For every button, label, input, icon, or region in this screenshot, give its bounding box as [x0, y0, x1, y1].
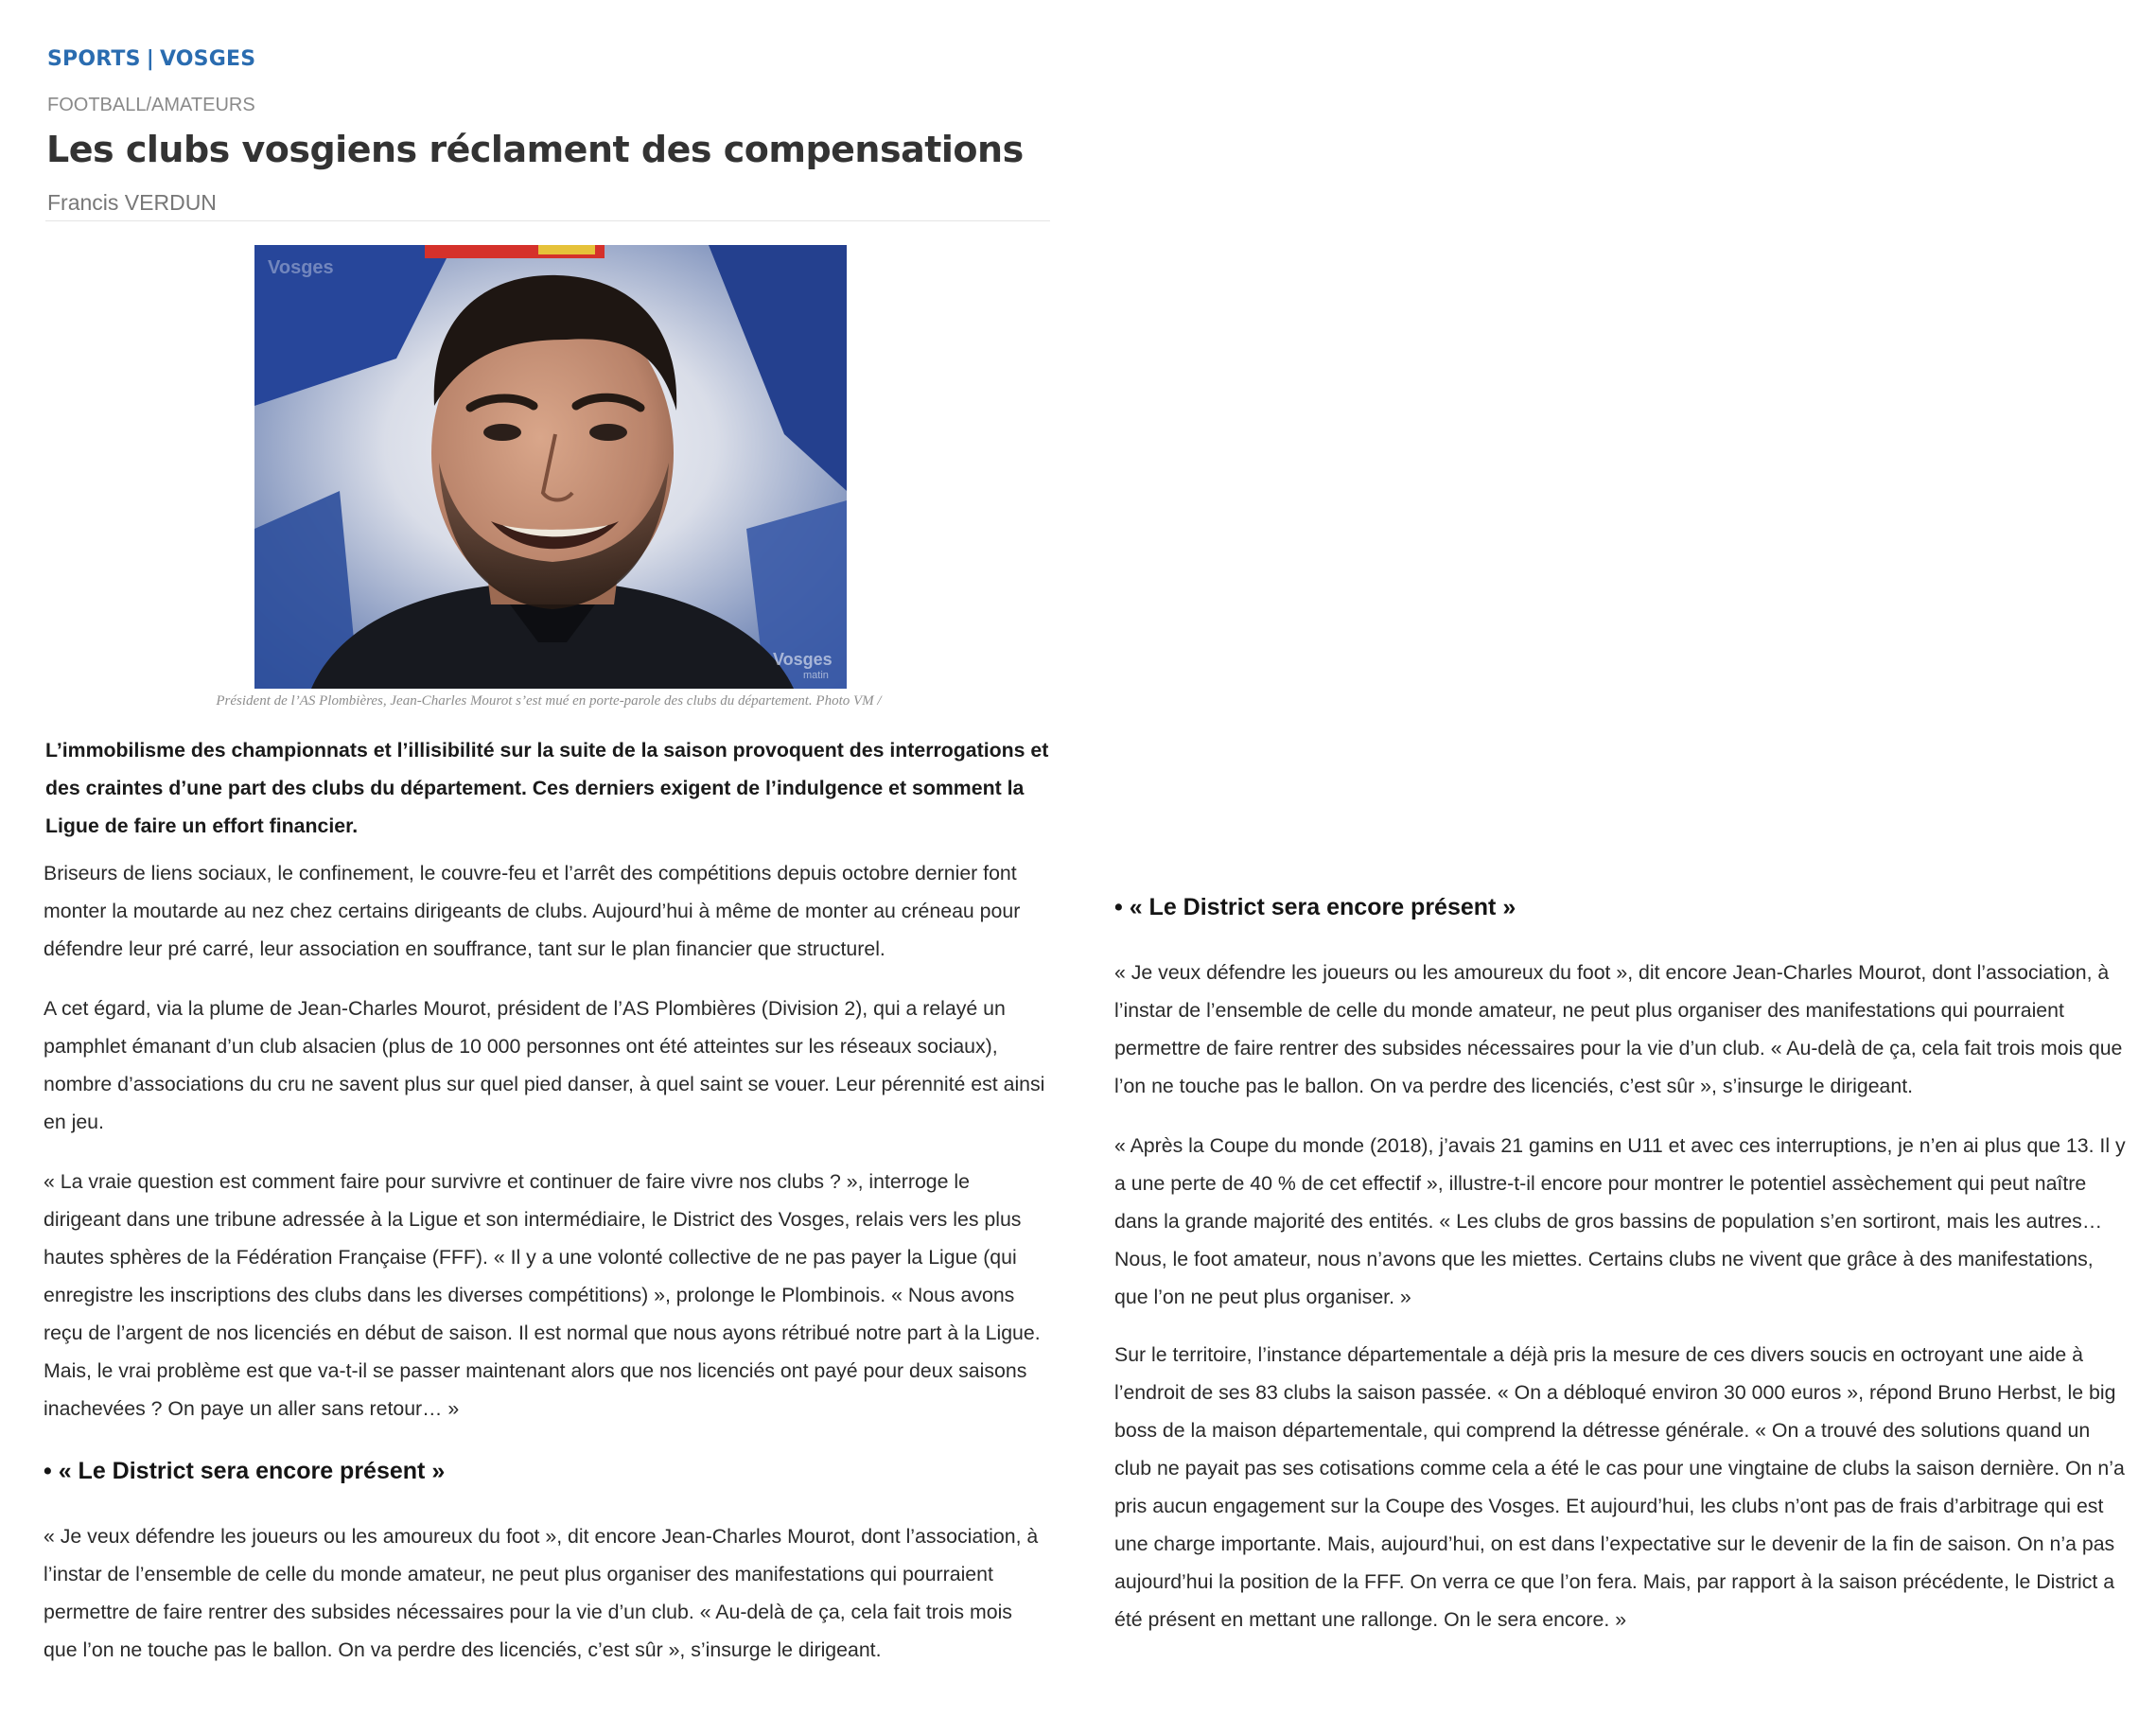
- body-paragraph-1: Briseurs de liens sociaux, le confinement, le couvre-feu et l’arrêt des compétitions depuis octobre dernier font monter la moutarde au nez chez certains dirigeants de clubs. Aujourd’hui à même de monter au créneau pour défendre leur pré carré, leur association en souffrance, tant sur le plan financier que structurel.: [44, 862, 1021, 960]
- body-paragraph-3: « La vraie question est comment faire pour survivre et continuer de faire vivre nos clubs ? », interroge le dirigeant dans une tribune adressée à la Ligue et son intermédiaire, le District des Vosges, relais vers les plus hautes sphères de la Fédération Française (FFF). « Il y a une volonté collective de ne pas payer la Ligue (qui enregistre les inscriptions des clubs dans les diverses compétitions) », prolonge le Plombinois. « Nous avons reçu de l’argent de nos licenciés en début de saison. Il est normal que nous ayons rétribué notre part à la Ligue. Mais, le vrai problème est que va-t-il se passer maintenant alors que nos licenciés ont payé pour deux saisons inachevées ? On paye un aller sans retour… »: [44, 1170, 1041, 1420]
- body-paragraph-4-right: « Je veux défendre les joueurs ou les amoureux du foot », dit encore Jean-Charles Mourot, dont l’association, à l’instar de l’ensemble de celle du monde amateur, ne peut plus organiser des manifestations qui pourraient permettre de faire rentrer des subsides nécessaires pour la vie d’un club. « Au-delà de ça, cela fait trois mois que l’on ne touche pas le ballon. On va perdre des licenciés, c’est sûr », s’insurge le dirigeant.: [1114, 961, 2123, 1097]
- body-paragraph-5: « Après la Coupe du monde (2018), j’avais 21 gamins en U11 et avec ces interruptions, je n’en ai plus que 13. Il y a une perte de 40 % de cet effectif », illustre-t-il encore pour montrer le potentiel assèchement qui peut naître dans la grande majorité des entités. « Les clubs de gros bassins de population s’en sortiront, mais les autres… Nous, le foot amateur, nous n’avons que les miettes. Certains clubs ne vivent que grâce à des manifestations, que l’on ne peut plus organiser. »: [1114, 1134, 2126, 1308]
- subhead-right: • « Le District sera encore présent »: [1114, 894, 1516, 920]
- rubric-section[interactable]: SPORTS: [47, 47, 141, 71]
- portrait-illustration: [254, 245, 847, 689]
- photo-watermark-top: Vosges: [268, 257, 334, 278]
- article-photo: [254, 245, 847, 689]
- article-author: Francis VERDUN: [47, 190, 217, 215]
- section-rubric[interactable]: [47, 47, 255, 71]
- article-kicker: FOOTBALL/AMATEURS: [47, 95, 255, 115]
- body-paragraph-4-left: « Je veux défendre les joueurs ou les amoureux du foot », dit encore Jean-Charles Mourot, dont l’association, à l’instar de l’ensemble de celle du monde amateur, ne peut plus organiser des manifestations qui pourraient permettre de faire rentrer des subsides nécessaires pour la vie d’un club. « Au-delà de ça, cela fait trois mois que l’on ne touche pas le ballon. On va perdre des licenciés, c’est sûr », s’insurge le dirigeant.: [44, 1525, 1039, 1661]
- photo-caption: Président de l’AS Plombières, Jean-Charles Mourot s’est mué en porte-parole des clubs du département. Photo VM /: [216, 693, 882, 709]
- body-paragraph-6: Sur le territoire, l’instance départementale a déjà pris la mesure de ces divers soucis en octroyant une aide à l’endroit de ses 83 clubs la saison passée. « On a débloqué environ 30 000 euros », répond Bruno Herbst, le big boss de la maison départementale, qui comprend la détresse générale. « On a trouvé des solutions quand un club ne payait pas ses cotisations comme cela a été le cas pour une vingtaine de clubs la saison dernière. On n’a pris aucun engagement sur la Coupe des Vosges. Et aujourd’hui, les clubs n’ont pas de frais d’arbitrage qui est une charge importante. Mais, aujourd’hui, on est dans l’expectative sur le devenir de la fin de saison. On n’a pas aujourd’hui la position de la FFF. On verra ce que l’on fera. Mais, par rapport à la saison précédente, le District a été présent en mettant une rallonge. On le sera encore. »: [1114, 1343, 2125, 1631]
- rubric-region[interactable]: VOSGES: [159, 47, 256, 71]
- article-title: Les clubs vosgiens réclament des compensations: [46, 129, 1024, 170]
- header-divider: [45, 220, 1050, 221]
- photo-watermark-bottom: Vosges: [773, 650, 833, 669]
- photo-watermark-bottom-sub: matin: [803, 670, 829, 681]
- rubric-separator: |: [146, 47, 154, 71]
- article-lead: L’immobilisme des championnats et l’illisibilité sur la suite de la saison provoquent des interrogations et des craintes d’une part des clubs du département. Ces derniers exigent de l’indulgence et somment la Ligue de faire un effort financier.: [45, 739, 1049, 837]
- body-paragraph-2: A cet égard, via la plume de Jean-Charles Mourot, président de l’AS Plombières (Division 2), qui a relayé un pamphlet émanant d’un club alsacien (plus de 10 000 personnes ont été atteintes sur les réseaux sociaux), nombre d’associations du cru ne savent plus sur quel pied danser, à quel saint se vouer. Leur pérennité est ainsi en jeu.: [44, 997, 1045, 1133]
- subhead-left: • « Le District sera encore présent »: [44, 1458, 446, 1484]
